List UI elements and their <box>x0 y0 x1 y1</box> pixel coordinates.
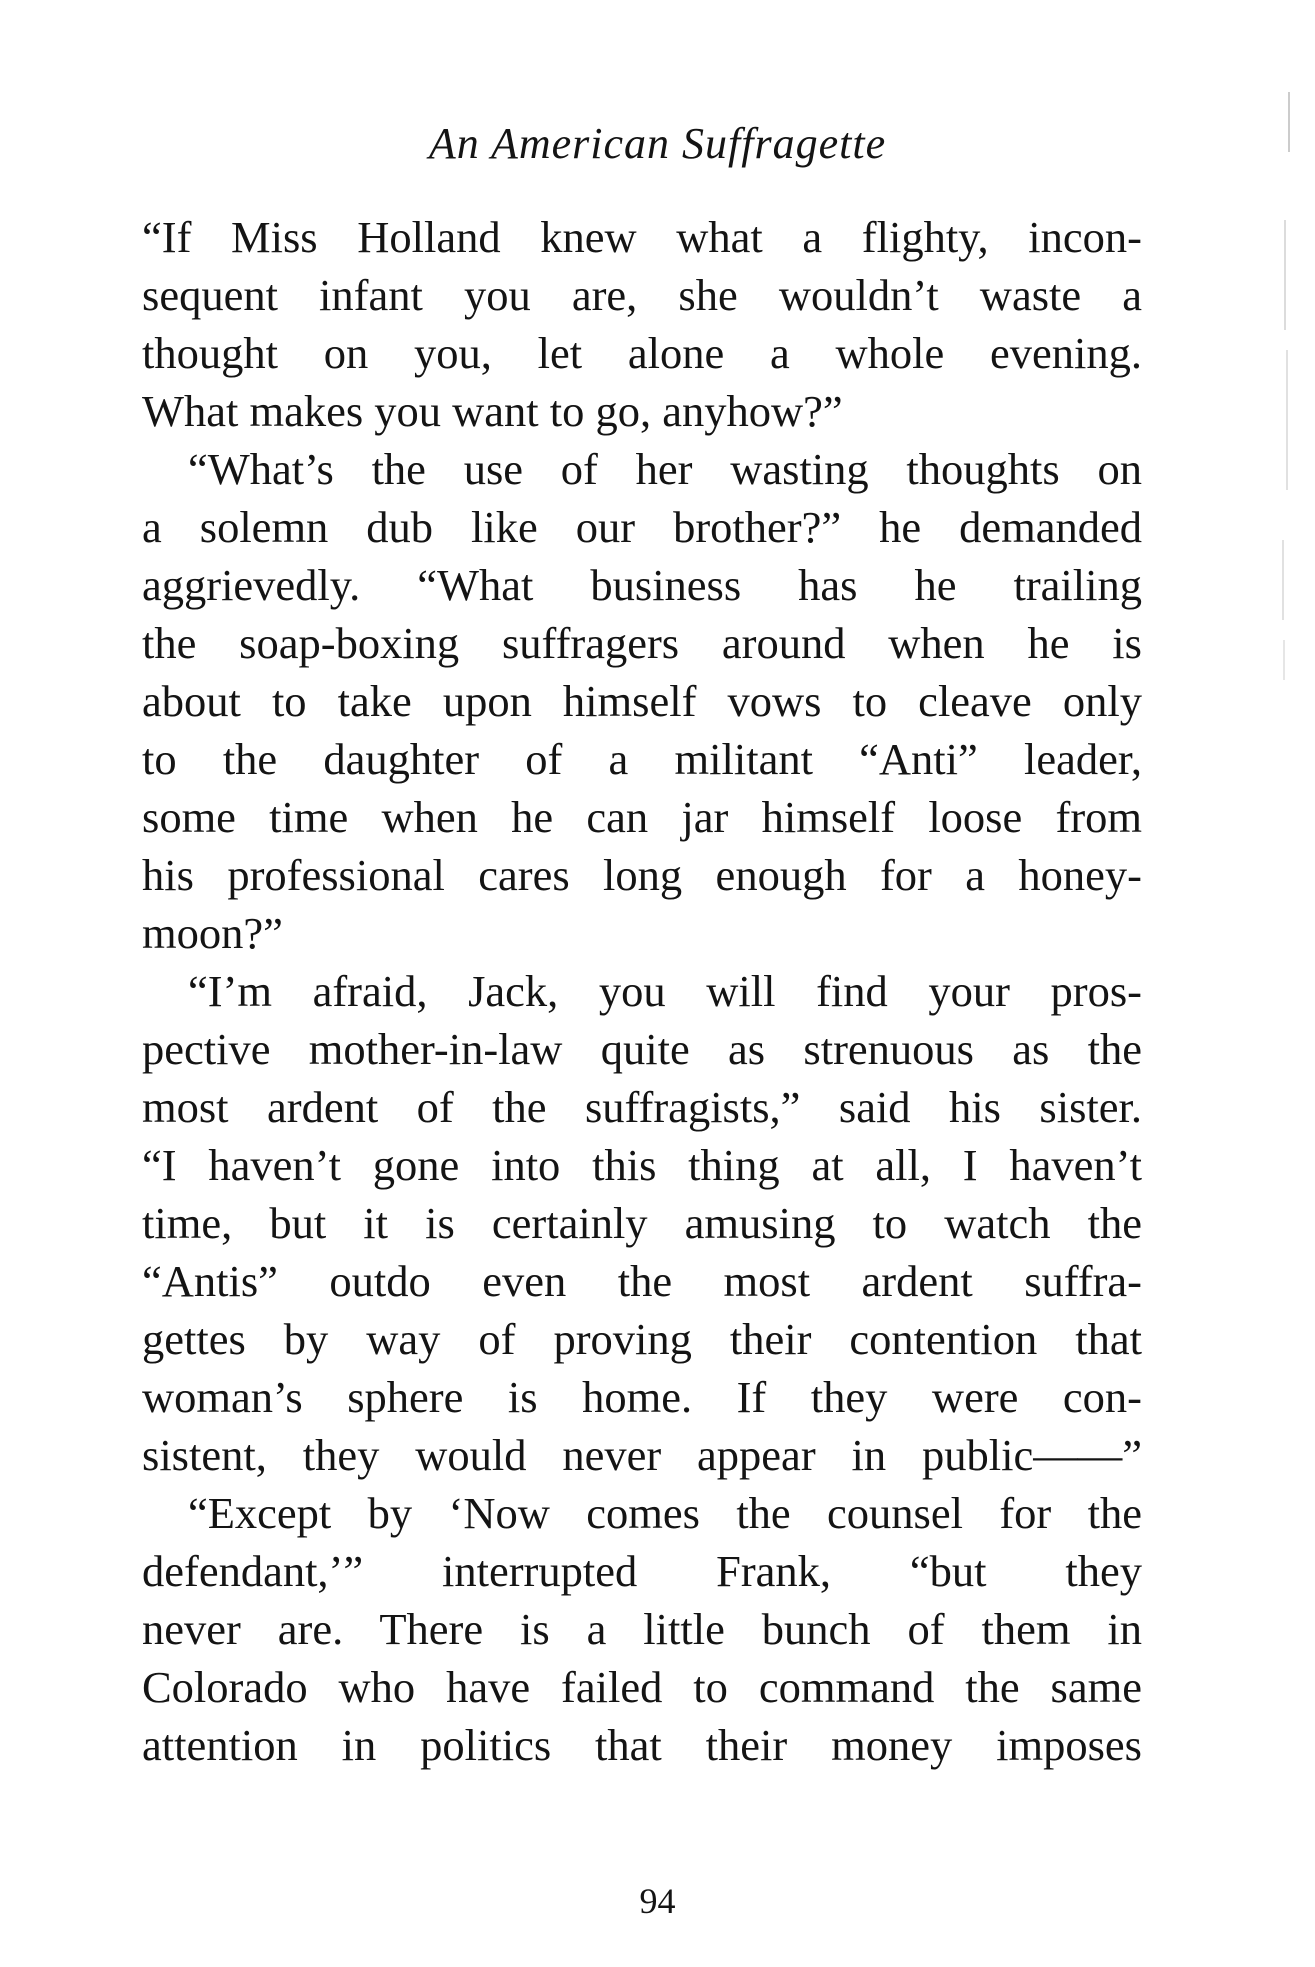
text-line: “What’s the use of her wasting thoughts on <box>188 444 1142 494</box>
body-text <box>142 208 1142 1774</box>
text-line: aggrievedly. “What business has he trailing <box>142 560 1142 610</box>
text-line: the soap-boxing suffragers around when he is <box>142 618 1142 668</box>
text-line: most ardent of the suffragists,” said his sister. <box>142 1082 1142 1132</box>
text-line: time, but it is certainly amusing to watch the <box>142 1198 1142 1248</box>
text-line: pective mother-in-law quite as strenuous as the <box>142 1024 1142 1074</box>
text-line: attention in politics that their money imposes <box>142 1720 1142 1770</box>
scan-speck <box>1288 92 1290 152</box>
text-line: woman’s sphere is home. If they were con- <box>142 1372 1142 1422</box>
text-line: to the daughter of a militant “Anti” leader, <box>142 734 1142 784</box>
text-line: “I haven’t gone into this thing at all, I haven’t <box>142 1140 1142 1190</box>
page-number: 94 <box>639 1881 676 1921</box>
text-line: “Antis” outdo even the most ardent suffra- <box>142 1256 1142 1306</box>
text-line: Colorado who have failed to command the same <box>142 1662 1142 1712</box>
text-line: some time when he can jar himself loose from <box>142 792 1142 842</box>
text-line: defendant,’” interrupted Frank, “but they <box>142 1546 1142 1596</box>
text-line: moon?” <box>142 908 283 958</box>
text-line: “I’m afraid, Jack, you will find your pros- <box>188 966 1142 1016</box>
text-line: never are. There is a little bunch of them in <box>142 1604 1142 1654</box>
scan-speck <box>1283 640 1285 680</box>
scan-speck <box>1282 540 1284 620</box>
text-line: his professional cares long enough for a honey- <box>142 850 1142 900</box>
text-line: a solemn dub like our brother?” he demanded <box>142 502 1142 552</box>
text-line: thought on you, let alone a whole evening. <box>142 328 1142 378</box>
text-line: gettes by way of proving their contention that <box>142 1314 1142 1364</box>
scan-speck <box>1284 220 1286 330</box>
scan-speck <box>1286 350 1288 490</box>
text-line: sequent infant you are, she wouldn’t waste a <box>142 270 1142 320</box>
running-head: An American Suffragette <box>428 119 887 168</box>
text-line: “Except by ‘Now comes the counsel for the <box>188 1488 1142 1538</box>
text-line: sistent, they would never appear in public——” <box>142 1430 1142 1480</box>
text-line: about to take upon himself vows to cleave only <box>142 676 1142 726</box>
text-line: What makes you want to go, anyhow?” <box>142 386 843 436</box>
text-line: “If Miss Holland knew what a flighty, incon- <box>142 212 1142 262</box>
